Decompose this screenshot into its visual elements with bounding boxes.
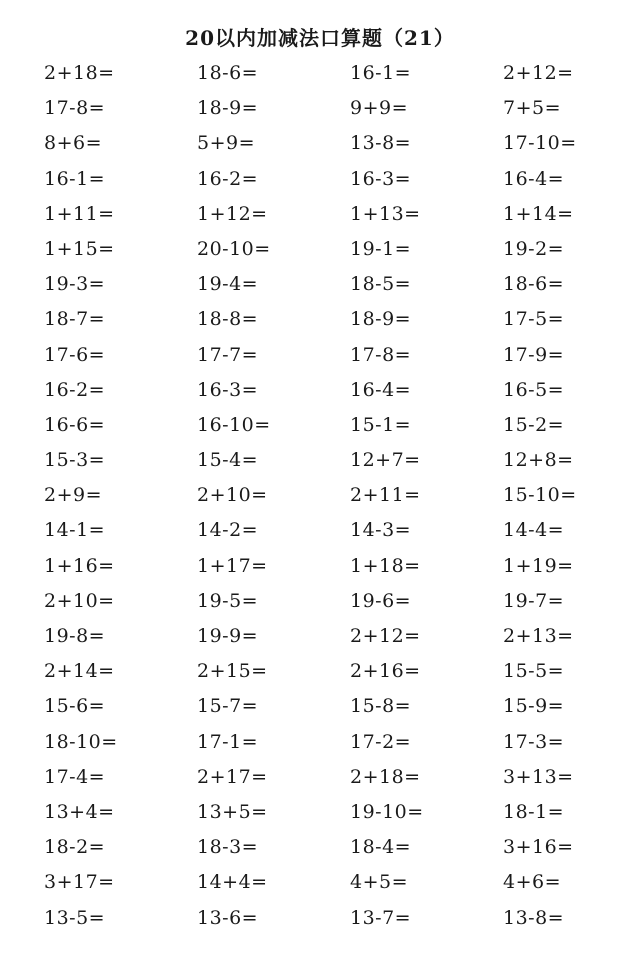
arithmetic-problem: 14-1= (44, 519, 106, 542)
arithmetic-problem: 8+6= (44, 132, 103, 155)
arithmetic-problem: 1+18= (350, 554, 421, 577)
arithmetic-problem: 18-6= (197, 62, 259, 84)
arithmetic-problem: 1+11= (44, 202, 115, 225)
arithmetic-problem: 2+16= (350, 660, 421, 683)
arithmetic-problem: 13+5= (197, 800, 268, 823)
arithmetic-problem: 19-8= (44, 625, 106, 647)
page-title: 20以内加减法口算题（21） (185, 26, 455, 50)
arithmetic-problem: 16-3= (197, 378, 259, 401)
arithmetic-problem: 2+12= (503, 62, 574, 84)
arithmetic-problem: 17-8= (44, 97, 106, 120)
arithmetic-problem: 13-7= (350, 906, 412, 929)
arithmetic-problem: 15-5= (503, 660, 565, 683)
arithmetic-problem: 17-5= (503, 308, 565, 331)
arithmetic-problem: 15-6= (44, 695, 106, 718)
arithmetic-problem: 15-4= (197, 449, 259, 472)
arithmetic-problem: 16-2= (44, 378, 106, 401)
problem-grid (44, 56, 640, 936)
arithmetic-problem: 18-7= (44, 308, 106, 331)
arithmetic-problem: 3+13= (503, 765, 574, 788)
arithmetic-problem: 12+7= (350, 449, 421, 472)
arithmetic-problem: 16-10= (197, 413, 271, 436)
arithmetic-problem: 1+19= (503, 554, 574, 577)
arithmetic-problem: 15-1= (350, 413, 412, 436)
arithmetic-problem: 15-10= (503, 484, 577, 507)
arithmetic-problem: 15-3= (44, 449, 106, 472)
arithmetic-problem: 13+4= (44, 800, 115, 823)
arithmetic-problem: 2+18= (44, 62, 115, 84)
arithmetic-problem: 13-8= (350, 132, 412, 155)
arithmetic-problem: 1+14= (503, 202, 574, 225)
arithmetic-problem: 2+17= (197, 765, 268, 788)
arithmetic-problem: 12+8= (503, 449, 574, 472)
arithmetic-problem: 16-4= (350, 378, 412, 401)
arithmetic-problem: 2+18= (350, 765, 421, 788)
arithmetic-problem: 15-9= (503, 695, 565, 718)
arithmetic-problem: 3+17= (44, 871, 115, 894)
arithmetic-problem: 14+4= (197, 871, 268, 894)
arithmetic-problem: 1+17= (197, 554, 268, 577)
arithmetic-problem: 17-9= (503, 343, 565, 366)
arithmetic-problem: 13-6= (197, 906, 259, 929)
arithmetic-problem: 14-2= (197, 519, 259, 542)
arithmetic-problem: 17-8= (350, 343, 412, 366)
arithmetic-problem: 14-3= (350, 519, 412, 542)
arithmetic-problem: 19-9= (197, 625, 259, 647)
arithmetic-problem: 19-10= (350, 800, 424, 823)
arithmetic-problem: 19-4= (197, 273, 259, 296)
arithmetic-problem: 1+13= (350, 202, 421, 225)
arithmetic-problem: 2+13= (503, 625, 574, 647)
arithmetic-problem: 15-8= (350, 695, 412, 718)
arithmetic-problem: 19-2= (503, 237, 565, 260)
arithmetic-problem: 16-6= (44, 413, 106, 436)
arithmetic-problem: 17-2= (350, 730, 412, 753)
arithmetic-problem: 19-3= (44, 273, 106, 296)
arithmetic-problem: 17-1= (197, 730, 259, 753)
arithmetic-problem: 17-10= (503, 132, 577, 155)
arithmetic-problem: 17-4= (44, 765, 106, 788)
arithmetic-problem: 16-3= (350, 167, 412, 190)
arithmetic-problem: 16-5= (503, 378, 565, 401)
arithmetic-problem: 2+9= (44, 484, 103, 507)
arithmetic-problem: 2+10= (44, 589, 115, 612)
arithmetic-problem: 9+9= (350, 97, 409, 120)
arithmetic-problem: 19-1= (350, 237, 412, 260)
arithmetic-problem: 18-10= (44, 730, 118, 753)
arithmetic-problem: 2+15= (197, 660, 268, 683)
arithmetic-problem: 14-4= (503, 519, 565, 542)
arithmetic-problem: 4+5= (350, 871, 409, 894)
arithmetic-problem: 16-1= (44, 167, 106, 190)
arithmetic-problem: 2+14= (44, 660, 115, 683)
arithmetic-problem: 5+9= (197, 132, 256, 155)
arithmetic-problem: 1+12= (197, 202, 268, 225)
arithmetic-problem: 18-5= (350, 273, 412, 296)
arithmetic-problem: 18-1= (503, 800, 565, 823)
arithmetic-problem: 18-2= (44, 836, 106, 859)
arithmetic-problem: 18-9= (350, 308, 412, 331)
arithmetic-problem: 18-8= (197, 308, 259, 331)
arithmetic-problem: 20-10= (197, 237, 271, 260)
arithmetic-problem: 13-5= (44, 906, 106, 929)
arithmetic-problem: 19-7= (503, 589, 565, 612)
arithmetic-problem: 1+15= (44, 237, 115, 260)
arithmetic-problem: 18-6= (503, 273, 565, 296)
arithmetic-problem: 2+12= (350, 625, 421, 647)
arithmetic-problem: 18-9= (197, 97, 259, 120)
arithmetic-problem: 1+16= (44, 554, 115, 577)
arithmetic-problem: 16-2= (197, 167, 259, 190)
arithmetic-problem: 17-3= (503, 730, 565, 753)
arithmetic-problem: 2+11= (350, 484, 421, 507)
arithmetic-problem: 3+16= (503, 836, 574, 859)
arithmetic-problem: 17-7= (197, 343, 259, 366)
arithmetic-problem: 15-7= (197, 695, 259, 718)
arithmetic-problem: 17-6= (44, 343, 106, 366)
arithmetic-problem: 16-1= (350, 62, 412, 84)
arithmetic-problem: 15-2= (503, 413, 565, 436)
arithmetic-problem: 19-6= (350, 589, 412, 612)
arithmetic-problem: 7+5= (503, 97, 562, 120)
arithmetic-problem: 19-5= (197, 589, 259, 612)
arithmetic-problem: 18-3= (197, 836, 259, 859)
arithmetic-problem: 4+6= (503, 871, 562, 894)
arithmetic-problem: 16-4= (503, 167, 565, 190)
arithmetic-problem: 2+10= (197, 484, 268, 507)
arithmetic-problem: 13-8= (503, 906, 565, 929)
arithmetic-problem: 18-4= (350, 836, 412, 859)
